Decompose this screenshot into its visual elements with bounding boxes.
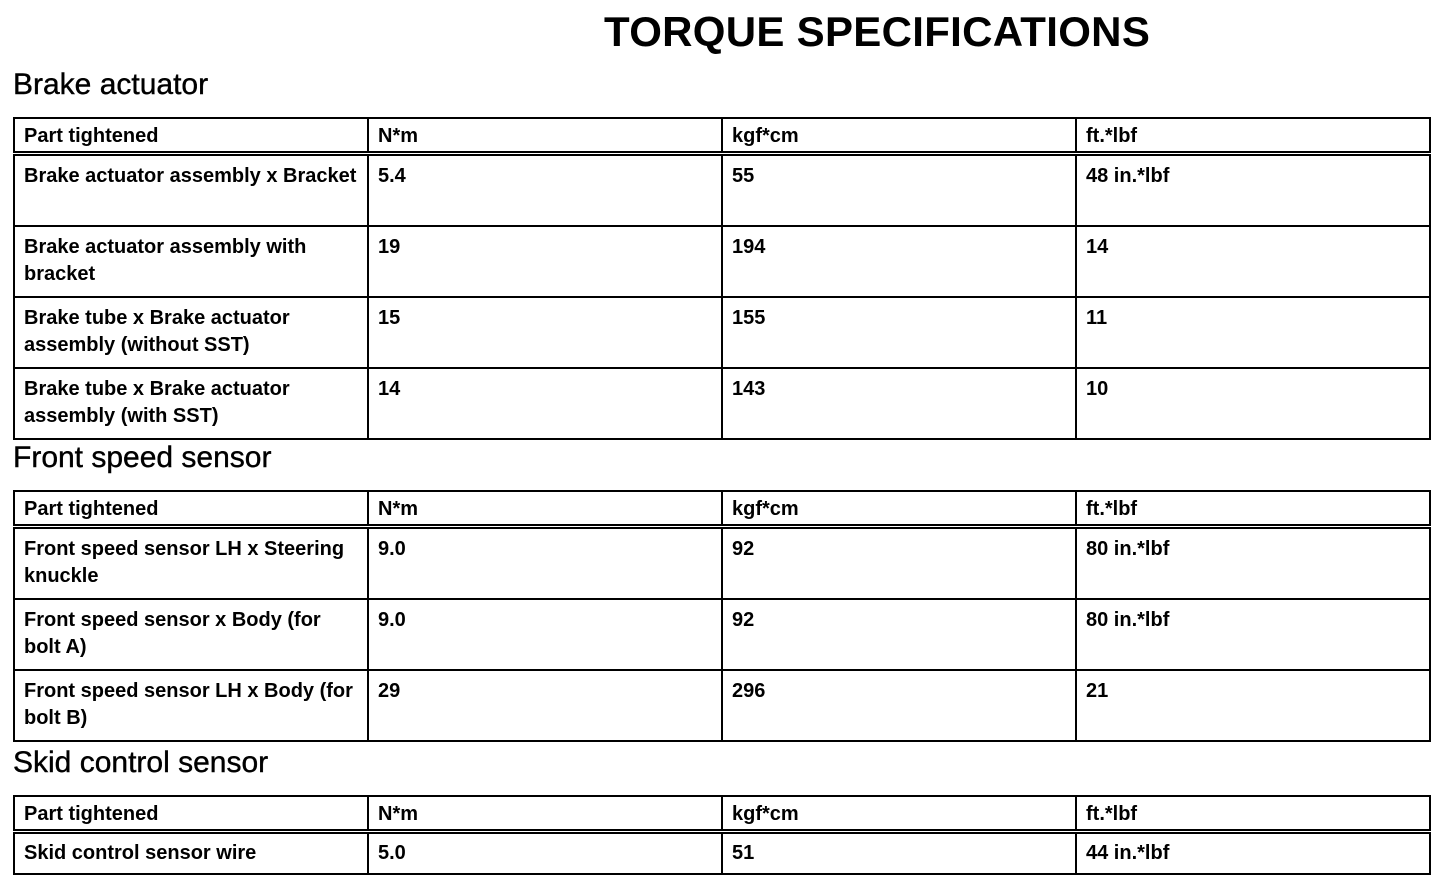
column-header-kgfcm: kgf*cm bbox=[722, 118, 1076, 154]
brake-actuator-table bbox=[13, 117, 1431, 440]
column-header-ftlbf: ft.*lbf bbox=[1076, 118, 1430, 154]
section-heading-front-speed-sensor: Front speed sensor bbox=[13, 441, 272, 474]
cell-part: Brake actuator assembly with bracket bbox=[14, 226, 368, 297]
cell-kgfcm: 51 bbox=[722, 832, 1076, 875]
table-header-row bbox=[14, 118, 1430, 154]
table-row bbox=[14, 297, 1430, 368]
cell-ftlbf: 80 in.*lbf bbox=[1076, 599, 1430, 670]
table-header-row bbox=[14, 491, 1430, 527]
table-header-row bbox=[14, 796, 1430, 832]
cell-part: Front speed sensor LH x Body (for bolt B) bbox=[14, 670, 368, 741]
column-header-part: Part tightened bbox=[14, 118, 368, 154]
table-row bbox=[14, 226, 1430, 297]
cell-ftlbf: 80 in.*lbf bbox=[1076, 527, 1430, 600]
cell-nm: 14 bbox=[368, 368, 722, 439]
cell-nm: 5.4 bbox=[368, 154, 722, 227]
cell-kgfcm: 155 bbox=[722, 297, 1076, 368]
cell-nm: 9.0 bbox=[368, 599, 722, 670]
cell-part: Brake tube x Brake actuator assembly (with SST) bbox=[14, 368, 368, 439]
table-row bbox=[14, 832, 1430, 875]
cell-kgfcm: 194 bbox=[722, 226, 1076, 297]
cell-ftlbf: 21 bbox=[1076, 670, 1430, 741]
page-title: TORQUE SPECIFICATIONS bbox=[604, 8, 1151, 55]
cell-ftlbf: 48 in.*lbf bbox=[1076, 154, 1430, 227]
cell-part: Brake actuator assembly x Bracket bbox=[14, 154, 368, 227]
column-header-part: Part tightened bbox=[14, 491, 368, 527]
table-row bbox=[14, 154, 1430, 227]
column-header-kgfcm: kgf*cm bbox=[722, 491, 1076, 527]
cell-ftlbf: 10 bbox=[1076, 368, 1430, 439]
cell-nm: 5.0 bbox=[368, 832, 722, 875]
cell-part: Front speed sensor x Body (for bolt A) bbox=[14, 599, 368, 670]
front-speed-sensor-table bbox=[13, 490, 1431, 742]
table-row bbox=[14, 599, 1430, 670]
column-header-nm: N*m bbox=[368, 491, 722, 527]
cell-ftlbf: 11 bbox=[1076, 297, 1430, 368]
column-header-kgfcm: kgf*cm bbox=[722, 796, 1076, 832]
cell-part: Skid control sensor wire bbox=[14, 832, 368, 875]
column-header-nm: N*m bbox=[368, 796, 722, 832]
table-row bbox=[14, 527, 1430, 600]
cell-nm: 9.0 bbox=[368, 527, 722, 600]
column-header-ftlbf: ft.*lbf bbox=[1076, 796, 1430, 832]
table-row bbox=[14, 670, 1430, 741]
cell-kgfcm: 92 bbox=[722, 599, 1076, 670]
cell-part: Front speed sensor LH x Steering knuckle bbox=[14, 527, 368, 600]
cell-kgfcm: 296 bbox=[722, 670, 1076, 741]
table-row bbox=[14, 368, 1430, 439]
column-header-ftlbf: ft.*lbf bbox=[1076, 491, 1430, 527]
section-heading-skid-control-sensor: Skid control sensor bbox=[13, 746, 269, 779]
cell-nm: 19 bbox=[368, 226, 722, 297]
cell-nm: 15 bbox=[368, 297, 722, 368]
section-heading-brake-actuator: Brake actuator bbox=[13, 68, 209, 101]
column-header-part: Part tightened bbox=[14, 796, 368, 832]
cell-kgfcm: 55 bbox=[722, 154, 1076, 227]
cell-part: Brake tube x Brake actuator assembly (without SST) bbox=[14, 297, 368, 368]
cell-kgfcm: 143 bbox=[722, 368, 1076, 439]
column-header-nm: N*m bbox=[368, 118, 722, 154]
cell-ftlbf: 44 in.*lbf bbox=[1076, 832, 1430, 875]
skid-control-sensor-table bbox=[13, 795, 1431, 875]
cell-nm: 29 bbox=[368, 670, 722, 741]
cell-ftlbf: 14 bbox=[1076, 226, 1430, 297]
cell-kgfcm: 92 bbox=[722, 527, 1076, 600]
